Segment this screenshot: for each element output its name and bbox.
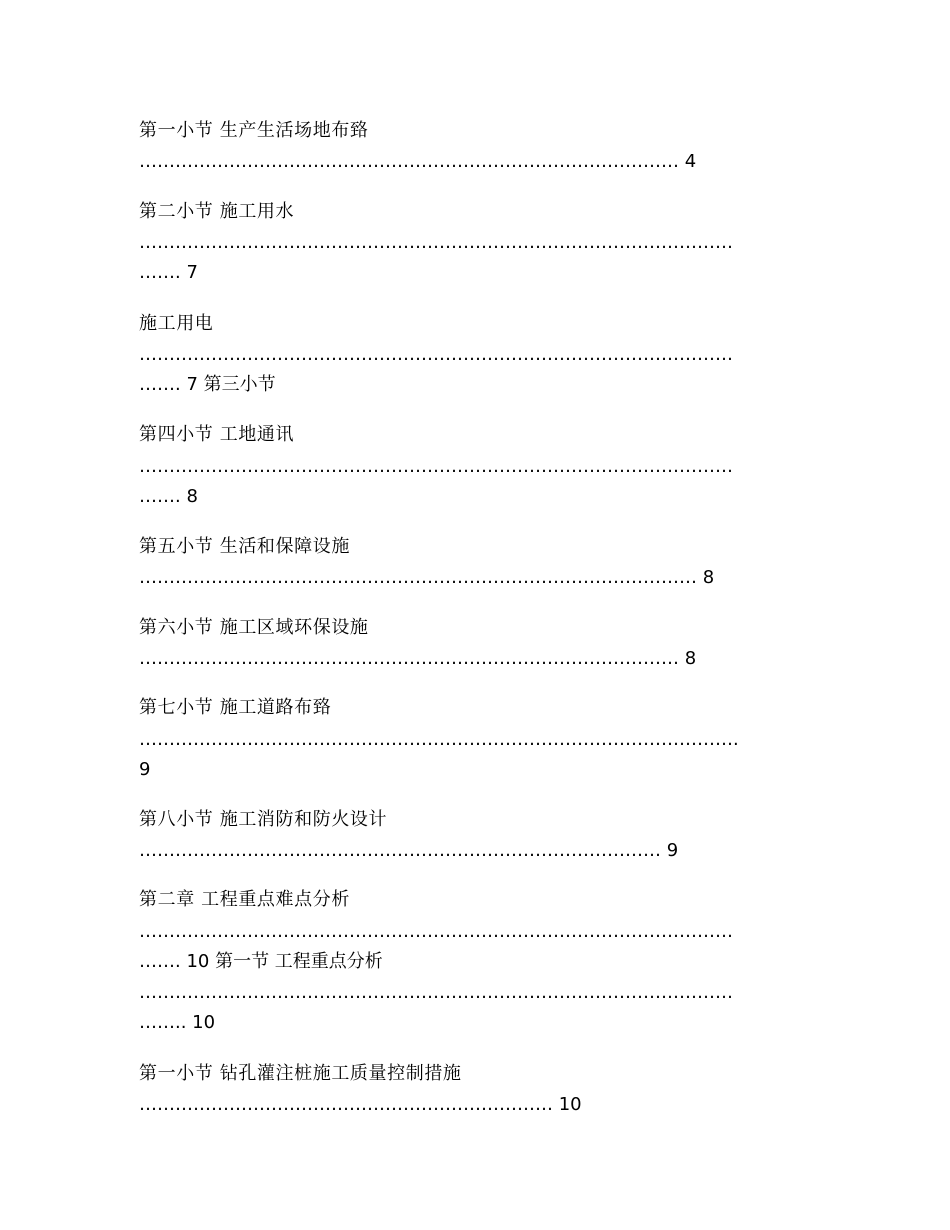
toc-entry-title: 第七小节 施工道路布臵 <box>139 697 332 718</box>
toc-entry-page: 9 <box>139 759 151 780</box>
toc-entry-title: 施工用电 <box>139 313 214 334</box>
toc-entry-leader-page: ……. 7 第三小节 <box>139 374 276 395</box>
toc-entry-leader-page: …………………………………………………………………………… 9 <box>139 840 679 861</box>
toc-entry-title: 第一小节 生产生活场地布臵 <box>139 120 369 141</box>
toc-entry-title: 第四小节 工地通讯 <box>139 424 295 445</box>
toc-entry-title: 第二小节 施工用水 <box>139 201 295 222</box>
toc-entry-title: 第五小节 生活和保障设施 <box>139 536 350 557</box>
toc-entry-title: 第二章 工程重点难点分析 <box>139 889 350 910</box>
toc-entry-leader-page: ………………………………………………………………………………… 8 <box>139 567 715 588</box>
toc-entry-title: 第八小节 施工消防和防火设计 <box>139 809 388 830</box>
toc-entry-leader: ……………………………………………………………………………………… <box>139 232 733 253</box>
toc-entry-leader: ……………………………………………………………………………………… <box>139 456 733 477</box>
toc-entry-leader-page: ……………………………………………………………………………… 8 <box>139 648 697 669</box>
toc-entry-title: 第一小节 钻孔灌注桩施工质量控制措施 <box>139 1063 462 1084</box>
toc-entry-leader-page: ……. 10 第一节 工程重点分析 <box>139 951 383 972</box>
toc-entry-leader-page: ……. 8 <box>139 486 198 507</box>
toc-entry-leader-page: ……. 7 <box>139 262 198 283</box>
toc-entry-leader: ……………………………………………………………………………………… <box>139 344 733 365</box>
toc-entry-leader: ………………………………………………………………………………………. <box>139 729 739 750</box>
toc-entry-leader-page: …………………………………………………………… 10 <box>139 1094 582 1115</box>
toc-entry-leader-page: …….. 10 <box>139 1012 216 1033</box>
toc-entry-leader: ……………………………………………………………………………………… <box>139 921 733 942</box>
toc-entry-leader-page: ……………………………………………………………………………… 4 <box>139 151 697 172</box>
toc-entry-leader: ……………………………………………………………………………………… <box>139 982 733 1003</box>
toc-entry-title: 第六小节 施工区域环保设施 <box>139 617 369 638</box>
